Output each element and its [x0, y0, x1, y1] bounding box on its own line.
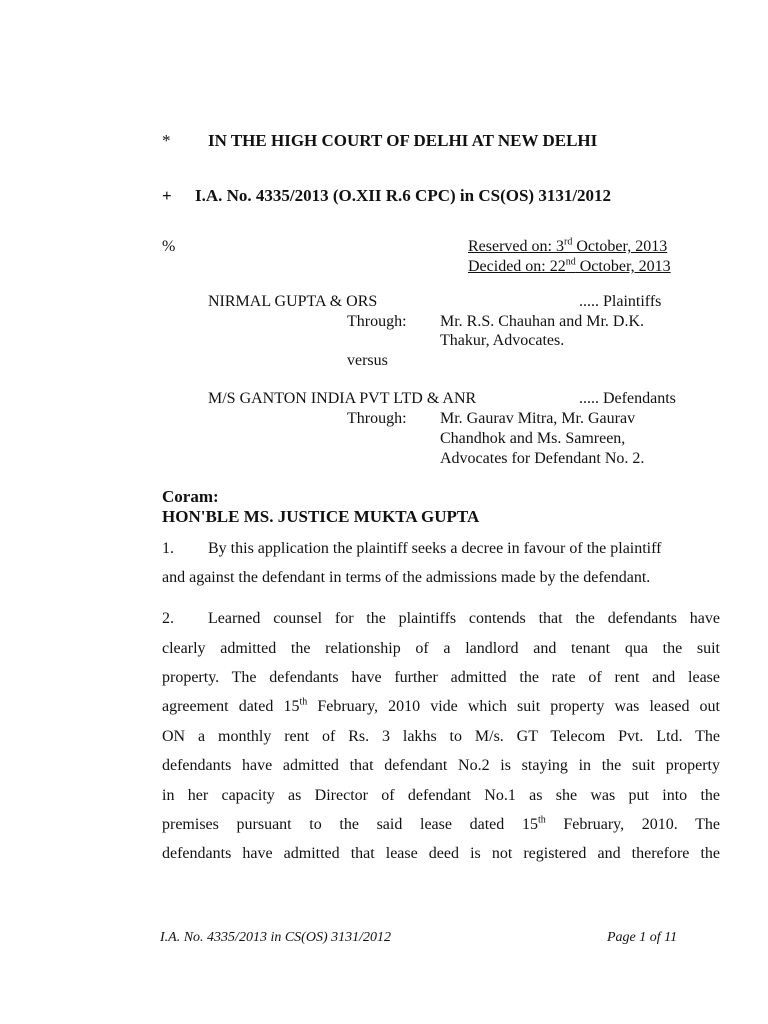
plaintiff-through-label: Through:: [347, 313, 407, 330]
decided-date: Decided on: 22nd October, 2013: [468, 256, 671, 275]
versus-label: versus: [347, 352, 388, 369]
plaintiff-role: ..... Plaintiffs: [579, 293, 662, 310]
plus-marker: +: [162, 186, 172, 205]
coram-label: Coram:: [162, 487, 219, 506]
plaintiff-counsel-line-1: Mr. R.S. Chauhan and Mr. D.K.: [440, 313, 644, 330]
defendant-role: ..... Defendants: [579, 390, 676, 407]
percent-marker: %: [162, 238, 176, 255]
para-2-line-6: defendants have admitted that defendant No.2 is staying in the suit property: [162, 757, 720, 774]
para-2-line-2: clearly admitted the relationship of a landlord and tenant qua the suit: [162, 640, 720, 657]
plaintiff-counsel-line-2: Thakur, Advocates.: [440, 332, 565, 349]
para-2-number: 2.: [162, 610, 174, 627]
para-2-line-3: property. The defendants have further admitted the rate of rent and lease: [162, 669, 720, 686]
defendant-counsel-line-2: Chandhok and Ms. Samreen,: [440, 430, 626, 447]
para-2-line-1: Learned counsel for the plaintiffs contends that the defendants have: [208, 610, 720, 627]
court-heading: IN THE HIGH COURT OF DELHI AT NEW DELHI: [208, 131, 598, 150]
para-2-line-8: premises pursuant to the said lease dated 15th February, 2010. The: [162, 814, 720, 833]
para-1-line-2: and against the defendant in terms of the admissions made by the defendant.: [162, 569, 651, 586]
defendant-through-label: Through:: [347, 410, 407, 427]
para-1-number: 1.: [162, 540, 174, 557]
para-1-line-1: By this application the plaintiff seeks a decree in favour of the plaintiff: [208, 540, 662, 557]
defendant-counsel-line-3: Advocates for Defendant No. 2.: [440, 450, 645, 467]
defendant-counsel-line-1: Mr. Gaurav Mitra, Mr. Gaurav: [440, 410, 636, 427]
para-2-line-7: in her capacity as Director of defendant No.1 as she was put into the: [162, 787, 720, 804]
para-2-line-9: defendants have admitted that lease deed is not registered and therefore the: [162, 845, 720, 862]
footer-case-reference: I.A. No. 4335/2013 in CS(OS) 3131/2012: [160, 930, 391, 945]
star-marker: *: [162, 131, 171, 150]
footer-page-number: Page 1 of 11: [607, 930, 678, 945]
para-2-line-5: ON a monthly rent of Rs. 3 lakhs to M/s. GT Telecom Pvt. Ltd. The: [162, 728, 720, 745]
defendant-name: M/S GANTON INDIA PVT LTD & ANR: [208, 390, 477, 407]
case-number: I.A. No. 4335/2013 (O.XII R.6 CPC) in CS(OS) 3131/2012: [195, 186, 612, 205]
reserved-date: Reserved on: 3rd October, 2013: [468, 236, 668, 255]
plaintiff-name: NIRMAL GUPTA & ORS: [208, 293, 378, 310]
para-2-line-4: agreement dated 15th February, 2010 vide which suit property was leased out: [162, 696, 720, 715]
judge-name: HON'BLE MS. JUSTICE MUKTA GUPTA: [162, 507, 480, 526]
